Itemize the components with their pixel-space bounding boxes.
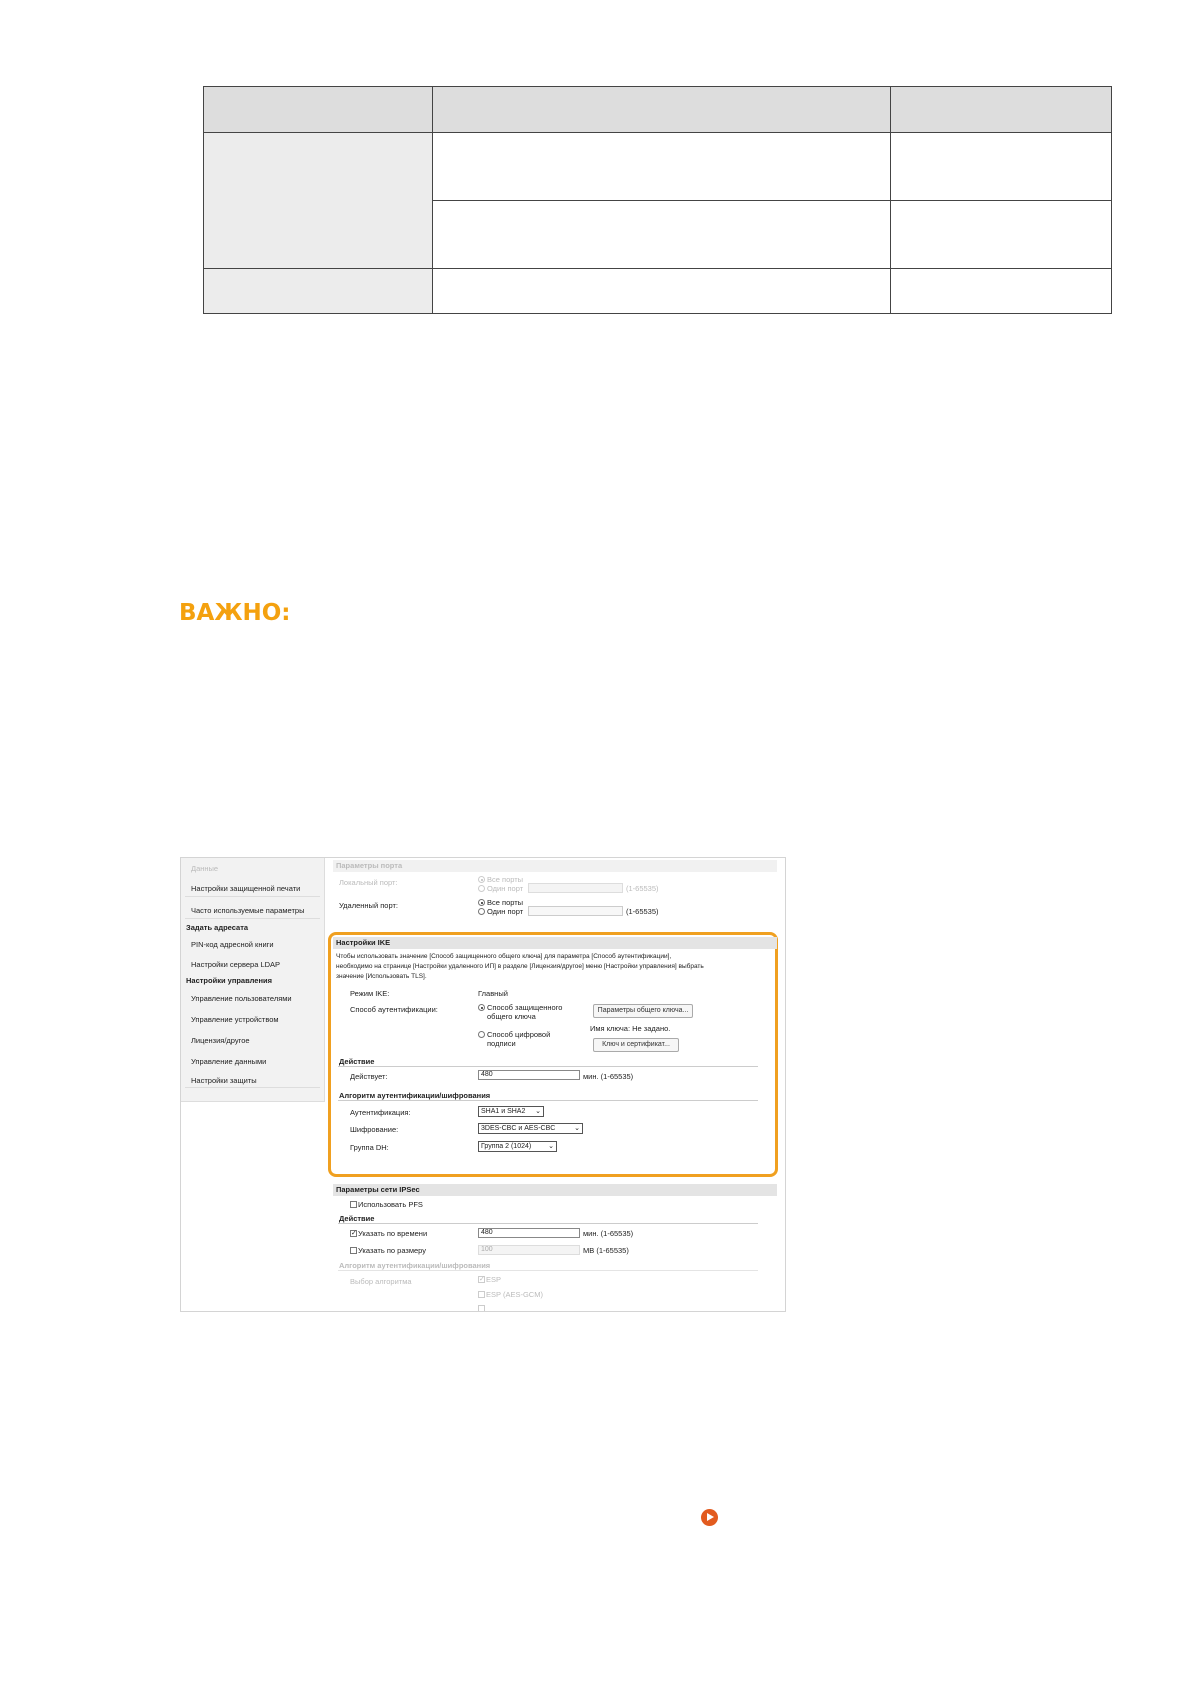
- ike-algo-heading: Алгоритм аутентификации/шифрования: [339, 1091, 491, 1100]
- table-cell: [204, 269, 433, 314]
- divider: [338, 1270, 758, 1271]
- ike-note-line: Чтобы использовать значение [Способ защищенного общего ключа] для параметра [Способ аутентификации],: [336, 953, 672, 960]
- main-panel: [333, 858, 778, 1311]
- by-size-label: Указать по размеру: [358, 1246, 427, 1255]
- sidebar-item[interactable]: Настройки защищенной печати: [191, 884, 301, 893]
- psk-label: Способ защищенного: [487, 1003, 563, 1012]
- sidebar-item[interactable]: Данные: [191, 864, 219, 873]
- sidebar-item[interactable]: Управление данными: [191, 1057, 267, 1066]
- remote-port-label: Удаленный порт:: [339, 901, 398, 910]
- sidebar-item[interactable]: Управление устройством: [191, 1015, 279, 1024]
- divider: [185, 918, 320, 919]
- esp-label: ESP: [486, 1275, 502, 1284]
- esp-aes-label: ESP (AES-GCM): [486, 1290, 543, 1299]
- sidebar-heading: Настройки управления: [186, 976, 272, 985]
- ike-enc-value: 3DES-CBC и AES-CBC: [481, 1125, 556, 1132]
- sidebar-item[interactable]: Управление пользователями: [191, 994, 292, 1003]
- ike-enc-select[interactable]: [478, 1123, 583, 1134]
- remote-port-all-radio[interactable]: [478, 899, 485, 906]
- key-name-status: Имя ключа: Не задано.: [590, 1024, 671, 1033]
- ipsec-algo-heading: Алгоритм аутентификации/шифрования: [339, 1261, 491, 1270]
- by-size-checkbox[interactable]: [350, 1247, 357, 1254]
- table-header-cell: [891, 87, 1112, 133]
- local-port-all-label: Все порты: [487, 875, 524, 884]
- table-header-cell: [204, 87, 433, 133]
- ike-lifetime-heading: Действие: [339, 1057, 375, 1066]
- sidebar: [181, 858, 325, 1102]
- divider: [338, 1100, 758, 1101]
- data-table: [203, 86, 1112, 314]
- remote-port-single-label: Один порт: [487, 907, 524, 916]
- table-cell: [891, 201, 1112, 269]
- table-row: [204, 269, 1112, 314]
- divider: [185, 1087, 320, 1088]
- pfs-checkbox[interactable]: [350, 1201, 357, 1208]
- by-time-label: Указать по времени: [358, 1229, 428, 1238]
- ike-valid-unit: мин. (1-65535): [583, 1072, 634, 1081]
- ike-enc-label: Шифрование:: [350, 1125, 399, 1134]
- ike-valid-label: Действует:: [350, 1072, 388, 1081]
- algo-checkbox[interactable]: [478, 1305, 485, 1312]
- divider: [338, 1066, 758, 1067]
- table-header-row: [204, 87, 1112, 133]
- algo-select-label: Выбор алгоритма: [350, 1277, 412, 1286]
- chevron-down-icon: ⌄: [548, 1143, 554, 1150]
- sidebar-item[interactable]: PIN-код адресной книги: [191, 940, 274, 949]
- ike-mode-label: Режим IKE:: [350, 989, 390, 998]
- chevron-down-icon: ⌄: [574, 1125, 580, 1132]
- table-cell: [433, 201, 891, 269]
- section-title: Настройки IKE: [336, 938, 391, 947]
- ipsec-lifetime-heading: Действие: [339, 1214, 375, 1223]
- important-heading: ВАЖНО:: [179, 600, 291, 626]
- local-port-single-label: Один порт: [487, 884, 524, 893]
- sidebar-item[interactable]: Лицензия/другое: [191, 1036, 250, 1045]
- psk-radio[interactable]: [478, 1004, 485, 1011]
- local-port-single-radio[interactable]: [478, 885, 485, 892]
- remote-port-single-radio[interactable]: [478, 908, 485, 915]
- local-port-input[interactable]: [528, 883, 623, 893]
- sidebar-item[interactable]: Настройки сервера LDAP: [191, 960, 281, 969]
- remote-port-all-label: Все порты: [487, 898, 524, 907]
- divider: [185, 896, 320, 897]
- dh-group-label: Группа DH:: [350, 1143, 389, 1152]
- psk-label: общего ключа: [487, 1012, 536, 1021]
- by-size-unit: MB (1-65535): [583, 1246, 629, 1255]
- by-time-checkbox[interactable]: ✓: [351, 1230, 357, 1237]
- port-params-header: [333, 860, 777, 872]
- table-cell: [891, 133, 1112, 201]
- local-port-all-radio[interactable]: [478, 876, 485, 883]
- esp-checkbox[interactable]: ✓: [479, 1276, 485, 1283]
- pfs-label: Использовать PFS: [358, 1200, 423, 1209]
- chevron-down-icon: ⌄: [535, 1108, 541, 1115]
- table-row: [204, 133, 1112, 201]
- ike-auth-label: Аутентификация:: [350, 1108, 411, 1117]
- esp-aes-checkbox[interactable]: [478, 1291, 485, 1298]
- section-title: Параметры порта: [336, 861, 403, 870]
- by-size-input[interactable]: 100: [478, 1245, 580, 1255]
- ike-header: [333, 937, 777, 949]
- sidebar-item[interactable]: Часто используемые параметры: [191, 906, 305, 915]
- dh-group-select[interactable]: [478, 1141, 557, 1152]
- ike-mode-value: Главный: [478, 989, 508, 998]
- by-time-input[interactable]: 480: [478, 1228, 580, 1238]
- by-time-unit: мин. (1-65535): [583, 1229, 634, 1238]
- ipsec-header: [333, 1184, 777, 1196]
- divider: [338, 1223, 758, 1224]
- ike-auth-value: SHA1 и SHA2: [481, 1108, 526, 1115]
- table-cell: [891, 269, 1112, 314]
- digital-signature-radio[interactable]: [478, 1031, 485, 1038]
- remote-port-input[interactable]: [528, 906, 623, 916]
- arrow-right-icon[interactable]: [701, 1509, 718, 1526]
- dh-group-value: Группа 2 (1024): [481, 1143, 532, 1150]
- local-port-range: (1-65535): [626, 884, 659, 893]
- ike-note-line: значение [Использовать TLS].: [336, 973, 427, 980]
- digital-signature-label: Способ цифровой: [487, 1030, 551, 1039]
- digital-signature-label: подписи: [487, 1039, 516, 1048]
- section-title: Параметры сети IPSec: [336, 1185, 420, 1194]
- auth-method-label: Способ аутентификации:: [350, 1005, 438, 1014]
- sidebar-heading: Задать адресата: [186, 923, 249, 932]
- table-header-cell: [433, 87, 891, 133]
- table-cell: [204, 133, 433, 269]
- psk-settings-button[interactable]: Параметры общего ключа...: [593, 1004, 693, 1018]
- remote-port-range: (1-65535): [626, 907, 659, 916]
- ike-note-line: необходимо на странице [Настройки удаленного ИП] в разделе [Лицензия/другое] меню [Настройки управления] выбрать: [336, 963, 704, 970]
- sidebar-item[interactable]: Настройки защиты: [191, 1076, 257, 1085]
- ike-valid-input[interactable]: 480: [478, 1070, 580, 1080]
- local-port-label: Локальный порт:: [339, 878, 398, 887]
- key-certificate-button[interactable]: Ключ и сертификат...: [593, 1038, 679, 1052]
- table-cell: [433, 133, 891, 201]
- settings-screenshot: [180, 857, 786, 1312]
- ike-auth-select[interactable]: [478, 1106, 544, 1117]
- table-cell: [433, 269, 891, 314]
